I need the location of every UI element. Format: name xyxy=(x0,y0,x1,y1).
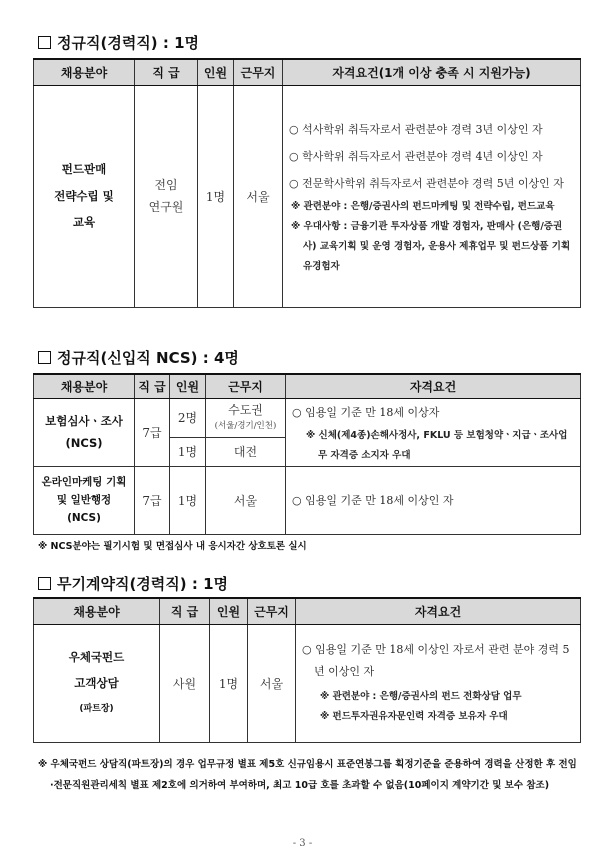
square-bullet-icon xyxy=(38,577,51,590)
requirements-cell xyxy=(286,398,581,466)
requirement-item: ○ 석사학위 취득자로서 관련분야 경력 3년 이상인 자 xyxy=(289,122,543,136)
requirement-item: ○ 전문학사학위 취득자로서 관련분야 경력 5년 이상인 자 xyxy=(289,176,564,190)
section1-title: 정규직(경력직) : 1명 xyxy=(38,32,199,53)
grade-line: 연구원 xyxy=(148,200,184,214)
section1-table xyxy=(33,58,581,308)
field-line: 및 일반행정 xyxy=(56,494,112,506)
header-location: 근무지 xyxy=(206,374,286,398)
grade-cell xyxy=(135,85,198,307)
note-item: ※ 펀드투자권유자문인력 자격증 보유자 우대 xyxy=(320,711,508,722)
grade-line: 전임 xyxy=(154,178,178,192)
header-count: 인원 xyxy=(198,59,234,85)
header-location: 근무지 xyxy=(248,598,296,624)
note-item: ※ 우대사항 : 금융기관 투자상품 개발 경험자, 판매사 (은행/증권사) 교육기획 및 운영 경험자, 운용사 제휴업무 및 펀드상품 기획 유경험자 xyxy=(291,220,571,272)
grade-cell: 사원 xyxy=(160,624,210,742)
count-cell: 2명 xyxy=(170,398,206,437)
square-bullet-icon xyxy=(38,36,51,49)
note-item: ※ 신체(제4종)손해사정사, FKLU 등 보험청약ㆍ지급ㆍ조사업무 자격증 소지자 우대 xyxy=(306,429,568,461)
header-field: 채용분야 xyxy=(34,59,135,85)
location-cell xyxy=(206,398,286,437)
field-line: (NCS) xyxy=(65,436,103,450)
location-cell: 대전 xyxy=(206,437,286,466)
field-cell xyxy=(34,466,135,534)
note-item: ※ 관련분야 : 은행/증권사의 펀드마케팅 및 전략수립, 펀드교육 xyxy=(291,200,555,212)
field-sub: (파트장) xyxy=(79,704,114,714)
header-field: 채용분야 xyxy=(34,598,160,624)
count-cell: 1명 xyxy=(210,624,248,742)
header-requirements: 자격요건(1개 이상 충족 시 지원가능) xyxy=(283,59,581,85)
header-count: 인원 xyxy=(210,598,248,624)
field-line: 우체국펀드 xyxy=(68,650,125,664)
field-cell xyxy=(34,85,135,307)
square-bullet-icon xyxy=(38,351,51,364)
count-cell: 1명 xyxy=(198,85,234,307)
field-line: (NCS) xyxy=(67,512,101,524)
header-grade: 직 급 xyxy=(135,59,198,85)
location-sub: (서울/경기/인천) xyxy=(214,420,277,431)
header-count: 인원 xyxy=(170,374,206,398)
grade-cell: 7급 xyxy=(135,466,170,534)
location-cell: 서울 xyxy=(234,85,283,307)
footnote-text: ※ 우체국펀드 상담직(파트장)의 경우 업무규정 별표 제5호 신규임용시 표준연봉그룹 획정기준을 준용하여 경력을 산정한 후 전임·전문직원관리세칙 별표 제2호에 의거하여 부여하며, 최고 10급 호를 초과할 수 없음(10페이지 계약기간 및 보수 참조) xyxy=(38,759,577,791)
requirements-cell xyxy=(283,85,581,307)
section3-table xyxy=(33,597,581,743)
requirement-item: ○ 임용일 기준 만 18세 이상인 자로서 관련 분야 경력 5년 이상인 자 xyxy=(302,643,570,678)
header-location: 근무지 xyxy=(234,59,283,85)
count-cell: 1명 xyxy=(170,466,206,534)
count-cell: 1명 xyxy=(170,437,206,466)
section3-title: 무기계약직(경력직) : 1명 xyxy=(38,573,228,594)
field-cell xyxy=(34,398,135,466)
field-line: 온라인마케팅 기획 xyxy=(41,476,127,488)
header-grade: 직 급 xyxy=(160,598,210,624)
field-line: 펀드판매 xyxy=(61,162,107,177)
header-requirements: 자격요건 xyxy=(296,598,581,624)
section2-title: 정규직(신입직 NCS) : 4명 xyxy=(38,347,239,368)
field-cell xyxy=(34,624,160,742)
grade-cell: 7급 xyxy=(135,398,170,466)
field-line: 보험심사ㆍ조사 xyxy=(45,414,123,428)
section2-footnote: ※ NCS분야는 필기시험 및 면접심사 내 응시자간 상호토론 실시 xyxy=(38,541,307,552)
location-cell: 서울 xyxy=(248,624,296,742)
requirements-cell xyxy=(296,624,581,742)
note-item: ※ 관련분야 : 은행/증권사의 펀드 전화상담 업무 xyxy=(320,691,522,702)
requirement-item: ○ 임용일 기준 만 18세 이상인 자 xyxy=(292,493,454,507)
page-number: - 3 - xyxy=(292,838,313,849)
requirement-item: ○ 학사학위 취득자로서 관련분야 경력 4년 이상인 자 xyxy=(289,149,543,163)
field-line: 교육 xyxy=(72,215,96,230)
location-line: 수도권 xyxy=(228,402,263,417)
page-footnote xyxy=(38,754,578,796)
field-line: 고객상담 xyxy=(74,676,119,690)
header-grade: 직 급 xyxy=(135,374,170,398)
header-field: 채용분야 xyxy=(34,374,135,398)
header-requirements: 자격요건 xyxy=(286,374,581,398)
section2-table xyxy=(33,373,581,535)
requirements-cell xyxy=(286,466,581,534)
field-line: 전략수립 및 xyxy=(54,188,114,203)
location-cell: 서울 xyxy=(206,466,286,534)
requirement-item: ○ 임용일 기준 만 18세 이상자 xyxy=(292,405,440,419)
